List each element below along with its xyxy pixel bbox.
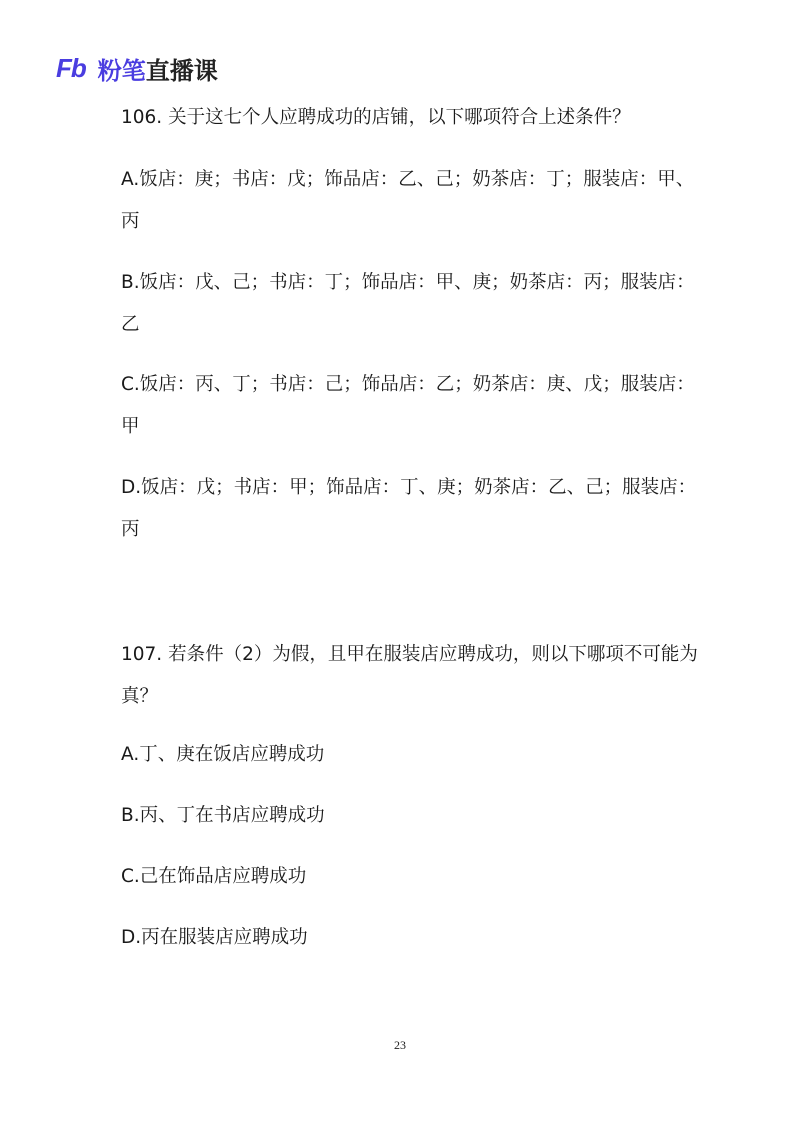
option-b: B.饭店：戊、己；书店：丁；饰品店：甲、庚；奶茶店：丙；服装店：: [121, 272, 695, 293]
option-c: C.己在饰品店应聘成功: [121, 866, 307, 887]
option-c: C.饭店：丙、丁；书店：己；饰品店：乙；奶茶店：庚、戊；服装店：: [121, 374, 695, 395]
question-stem: 107. 若条件（2）为假，且甲在服装店应聘成功，则以下哪项不可能为: [121, 644, 698, 665]
option-a: A.饭店：庚；书店：戊；饰品店：乙、己；奶茶店：丁；服装店：甲、: [121, 169, 695, 190]
option-b: B.丙、丁在书店应聘成功: [121, 805, 325, 826]
page-number: 23: [394, 1038, 406, 1052]
option-a-cont: 丙: [121, 211, 140, 232]
question-stem: 106. 关于这七个人应聘成功的店铺，以下哪项符合上述条件？: [121, 107, 631, 128]
option-b-cont: 乙: [121, 314, 140, 335]
brand-logo: [56, 52, 218, 84]
option-c-cont: 甲: [121, 416, 140, 437]
logo-brand: 粉笔: [97, 56, 146, 85]
logo-product: 直播课: [145, 56, 218, 85]
option-d-cont: 丙: [121, 519, 140, 540]
option-d: D.饭店：戊；书店：甲；饰品店：丁、庚；奶茶店：乙、己；服装店：: [121, 477, 697, 498]
question-stem-cont: 真？: [121, 686, 159, 707]
logo-mark: Fb: [56, 52, 86, 83]
option-a: A.丁、庚在饭店应聘成功: [121, 744, 325, 765]
option-d: D.丙在服装店应聘成功: [121, 927, 308, 948]
